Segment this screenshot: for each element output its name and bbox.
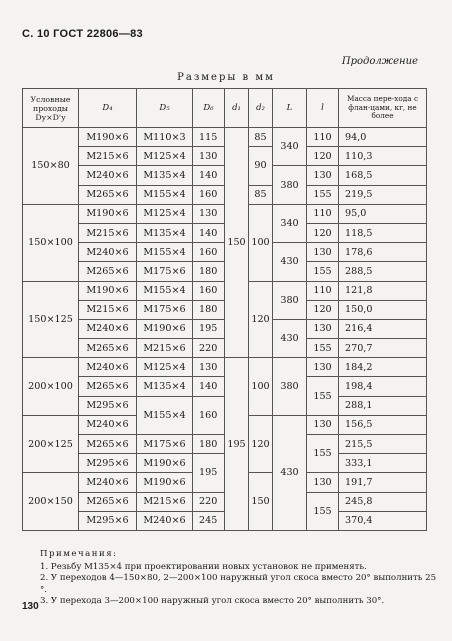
cell-d4: М265×6	[79, 377, 137, 396]
cell-d6: 140	[193, 377, 225, 396]
cell-l: 155	[307, 262, 339, 281]
cell-d6: 160	[193, 396, 225, 434]
group-cell: 200×150	[23, 473, 79, 531]
cell-d6: 140	[193, 166, 225, 185]
cell-d5: М135×4	[137, 166, 193, 185]
cell-d5: М215×6	[137, 492, 193, 511]
cell-d6: 245	[193, 511, 225, 530]
col-header-d1: d₁	[225, 89, 249, 128]
cell-d4: М215×6	[79, 223, 137, 242]
cell-mass: 156,5	[339, 415, 427, 434]
cell-mass: 168,5	[339, 166, 427, 185]
cell-d4: М240×6	[79, 166, 137, 185]
cell-d5: М135×4	[137, 377, 193, 396]
cell-d2: 100	[249, 204, 273, 281]
cell-d2: 120	[249, 281, 273, 358]
group-cell: 150×80	[23, 128, 79, 205]
cell-d5: М175×6	[137, 300, 193, 319]
cell-d6: 115	[193, 128, 225, 147]
cell-d5: М125×4	[137, 358, 193, 377]
cell-mass: 95,0	[339, 204, 427, 223]
cell-d2: 85	[249, 128, 273, 147]
units-caption: Размеры в мм	[177, 72, 275, 83]
cell-d4: М240×6	[79, 415, 137, 434]
cell-d4: М265×6	[79, 435, 137, 454]
col-header-l: l	[307, 89, 339, 128]
cell-d6: 195	[193, 319, 225, 338]
cell-d5: М125×4	[137, 147, 193, 166]
cell-d6: 180	[193, 262, 225, 281]
cell-d5: М190×6	[137, 454, 193, 473]
cell-l: 155	[307, 185, 339, 204]
cell-d5: М135×4	[137, 223, 193, 242]
cell-d5: М110×3	[137, 128, 193, 147]
note-3: 3. У перехода 3—200×100 наружный угол скоса вместо 20° выполнить 30°.	[40, 596, 385, 607]
cell-d4: М265×6	[79, 185, 137, 204]
col-header-L: L	[273, 89, 307, 128]
cell-d4: М240×6	[79, 319, 137, 338]
cell-d2: 85	[249, 185, 273, 204]
col-header-d2: d₂	[249, 89, 273, 128]
cell-d5: М240×6	[137, 511, 193, 530]
cell-d1: 195	[225, 358, 249, 531]
cell-d5: М190×6	[137, 319, 193, 338]
group-cell: 200×125	[23, 415, 79, 473]
cell-mass: 216,4	[339, 319, 427, 338]
cell-d2: 150	[249, 473, 273, 531]
cell-L: 340	[273, 128, 307, 166]
cell-d6: 130	[193, 358, 225, 377]
dimensions-table	[22, 88, 427, 531]
cell-l: 130	[307, 166, 339, 185]
cell-mass: 150,0	[339, 300, 427, 319]
cell-mass: 118,5	[339, 223, 427, 242]
cell-d6: 220	[193, 492, 225, 511]
cell-mass: 370,4	[339, 511, 427, 530]
cell-d5: М155×4	[137, 281, 193, 300]
cell-d4: М215×6	[79, 300, 137, 319]
cell-l: 130	[307, 473, 339, 492]
cell-L: 380	[273, 281, 307, 319]
cell-d4: М190×6	[79, 281, 137, 300]
cell-d4: М190×6	[79, 128, 137, 147]
cell-d6: 160	[193, 243, 225, 262]
cell-mass: 191,7	[339, 473, 427, 492]
note-2: 2. У переходов 4—150×80, 2—200×100 наружный угол скоса вместо 20° выполнить 25 °.	[40, 573, 437, 595]
cell-d6: 180	[193, 435, 225, 454]
group-cell: 150×100	[23, 204, 79, 281]
cell-mass: 110,3	[339, 147, 427, 166]
cell-d6: 160	[193, 185, 225, 204]
cell-mass: 198,4	[339, 377, 427, 396]
col-header-d6: D₆	[193, 89, 225, 128]
cell-d5: М155×4	[137, 396, 193, 434]
cell-d6: 220	[193, 339, 225, 358]
cell-mass: 215,5	[339, 435, 427, 454]
cell-d4: М240×6	[79, 243, 137, 262]
cell-d5: М190×6	[137, 473, 193, 492]
group-cell: 200×100	[23, 358, 79, 416]
cell-d4: М215×6	[79, 147, 137, 166]
cell-d5: М125×4	[137, 204, 193, 223]
cell-d6: 195	[193, 454, 225, 492]
cell-l: 155	[307, 435, 339, 473]
cell-d6: 130	[193, 204, 225, 223]
cell-d2: 90	[249, 147, 273, 185]
cell-l: 120	[307, 147, 339, 166]
continuation-label: Продолжение	[341, 56, 418, 67]
cell-mass: 94,0	[339, 128, 427, 147]
cell-mass: 288,1	[339, 396, 427, 415]
cell-l: 110	[307, 128, 339, 147]
col-header-mass: Масса пере-хода с флан-цами, кг, не более	[339, 89, 427, 128]
cell-mass: 288,5	[339, 262, 427, 281]
cell-d4: М265×6	[79, 262, 137, 281]
cell-L: 340	[273, 204, 307, 242]
cell-mass: 219,5	[339, 185, 427, 204]
cell-mass: 270,7	[339, 339, 427, 358]
cell-mass: 178,6	[339, 243, 427, 262]
cell-d1: 150	[225, 128, 249, 358]
cell-mass: 184,2	[339, 358, 427, 377]
cell-d5: М215×6	[137, 339, 193, 358]
col-header-d5: D₅	[137, 89, 193, 128]
cell-d4: М295×6	[79, 454, 137, 473]
cell-d4: М295×6	[79, 396, 137, 415]
cell-l: 130	[307, 319, 339, 338]
cell-l: 130	[307, 415, 339, 434]
notes-title: Примечания:	[40, 549, 118, 559]
note-1: 1. Резьбу М135×4 при проектировании новых установок не применять.	[40, 561, 367, 572]
cell-d5: М155×4	[137, 243, 193, 262]
cell-d4: М295×6	[79, 511, 137, 530]
page-number: 130	[22, 601, 39, 612]
table-row	[23, 128, 427, 147]
cell-d6: 180	[193, 300, 225, 319]
cell-d4: М240×6	[79, 473, 137, 492]
cell-d4: М240×6	[79, 358, 137, 377]
cell-d6: 140	[193, 223, 225, 242]
page-header: С. 10 ГОСТ 22806—83	[22, 28, 143, 40]
cell-l: 110	[307, 204, 339, 223]
cell-l: 155	[307, 339, 339, 358]
cell-L: 430	[273, 243, 307, 281]
cell-l: 110	[307, 281, 339, 300]
col-header-d4: D₄	[79, 89, 137, 128]
cell-d5: М175×6	[137, 435, 193, 454]
col-header-conditional: Условные проходы Dу×D'у	[23, 89, 79, 128]
cell-mass: 245,8	[339, 492, 427, 511]
cell-L: 380	[273, 166, 307, 204]
cell-l: 120	[307, 223, 339, 242]
cell-l: 130	[307, 243, 339, 262]
cell-d5: М155×4	[137, 185, 193, 204]
cell-d4: М265×6	[79, 339, 137, 358]
cell-d6: 130	[193, 147, 225, 166]
cell-d2: 120	[249, 415, 273, 473]
cell-L: 430	[273, 319, 307, 357]
table-row	[23, 358, 427, 377]
cell-l: 130	[307, 358, 339, 377]
notes-block	[40, 549, 440, 608]
group-cell: 150×125	[23, 281, 79, 358]
cell-d2: 100	[249, 358, 273, 416]
cell-l: 155	[307, 377, 339, 415]
table-header-row	[23, 89, 427, 128]
cell-L: 430	[273, 415, 307, 530]
cell-l: 155	[307, 492, 339, 530]
cell-L: 380	[273, 358, 307, 416]
cell-d6: 160	[193, 281, 225, 300]
cell-mass: 333,1	[339, 454, 427, 473]
cell-d5: М175×6	[137, 262, 193, 281]
cell-d4: М265×6	[79, 492, 137, 511]
cell-l: 120	[307, 300, 339, 319]
cell-d4: М190×6	[79, 204, 137, 223]
cell-mass: 121,8	[339, 281, 427, 300]
